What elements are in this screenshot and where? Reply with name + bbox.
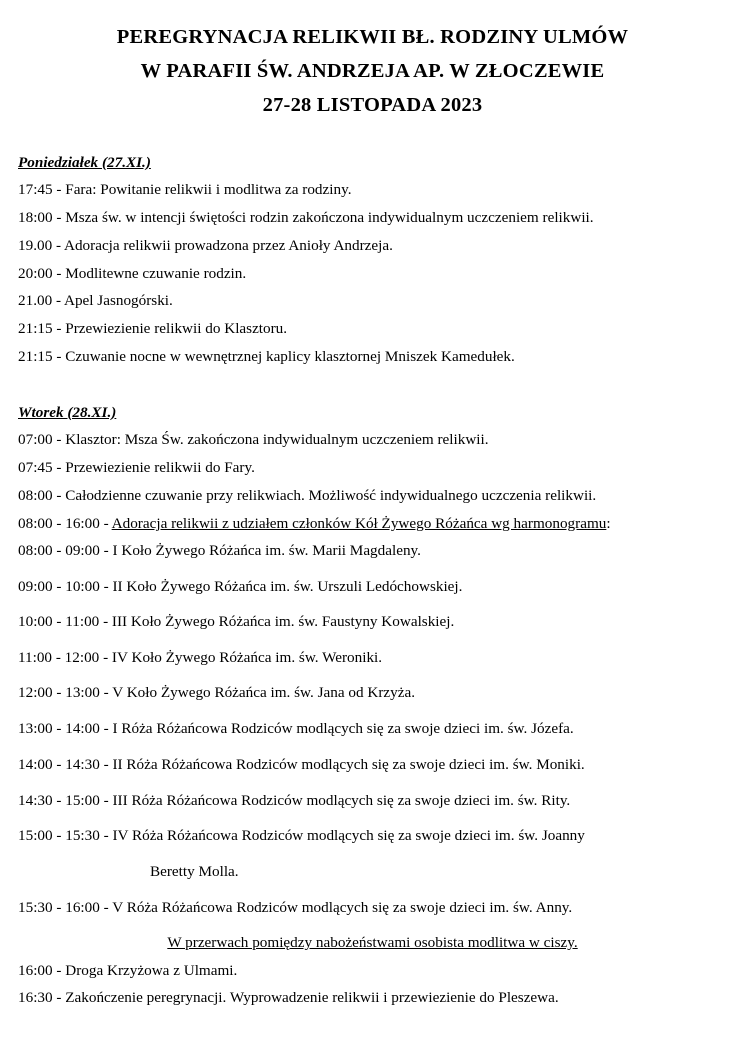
- schedule-line: 10:00 - 11:00 - III Koło Żywego Różańca im. św. Faustyny Kowalskiej.: [18, 613, 455, 630]
- title-line-1: PEREGRYNACJA RELIKWII BŁ. RODZINY ULMÓW: [116, 26, 629, 48]
- schedule-line: 19.00 - Adoracja relikwii prowadzona przez Anioły Andrzeja.: [18, 237, 393, 254]
- title-line-2: W PARAFII ŚW. ANDRZEJA AP. W ZŁOCZEWIE: [140, 60, 605, 82]
- schedule-line: 14:30 - 15:00 - III Róża Różańcowa Rodziców modlących się za swoje dzieci im. św. Rity.: [18, 792, 571, 809]
- schedule-line: 09:00 - 10:00 - II Koło Żywego Różańca im. św. Urszuli Ledóchowskiej.: [18, 578, 463, 595]
- adoration-time: 08:00 - 16:00 -: [18, 515, 112, 532]
- adoration-text: Adoracja relikwii z udziałem członków Kół Żywego Różańca wg harmonogramu: [111, 515, 607, 532]
- adoration-line: [18, 515, 611, 533]
- schedule-line: 15:30 - 16:00 - V Róża Różańcowa Rodziców modlących się za swoje dzieci im. św. Anny.: [18, 899, 573, 916]
- schedule-line: 17:45 - Fara: Powitanie relikwii i modlitwa za rodziny.: [18, 181, 352, 198]
- schedule-line: 07:45 - Przewiezienie relikwii do Fary.: [18, 459, 255, 476]
- schedule-line: 14:00 - 14:30 - II Róża Różańcowa Rodziców modlących się za swoje dzieci im. św. Moniki.: [18, 756, 585, 773]
- schedule-line: 18:00 - Msza św. w intencji świętości rodzin zakończona indywidualnym uczczeniem relikwii.: [18, 209, 594, 226]
- schedule-line: 12:00 - 13:00 - V Koło Żywego Różańca im. św. Jana od Krzyża.: [18, 684, 416, 701]
- monday-header: Poniedziałek (27.XI.): [18, 154, 151, 171]
- schedule-line: 07:00 - Klasztor: Msza Św. zakończona indywidualnym uczczeniem relikwii.: [18, 431, 489, 448]
- schedule-line: 20:00 - Modlitewne czuwanie rodzin.: [18, 265, 247, 282]
- schedule-line: 08:00 - 09:00 - I Koło Żywego Różańca im. św. Marii Magdaleny.: [18, 542, 421, 559]
- schedule-line: 21.00 - Apel Jasnogórski.: [18, 292, 173, 309]
- break-note: [0, 934, 745, 952]
- schedule-line: 21:15 - Czuwanie nocne w wewnętrznej kaplicy klasztornej Mniszek Kamedułek.: [18, 348, 515, 365]
- schedule-line: 16:30 - Zakończenie peregrynacji. Wyprowadzenie relikwii i przewiezienie do Pleszewa.: [18, 989, 559, 1006]
- break-note-text: W przerwach pomiędzy nabożeństwami osobista modlitwa w ciszy.: [167, 934, 578, 951]
- schedule-line: 21:15 - Przewiezienie relikwii do Klasztoru.: [18, 320, 288, 337]
- schedule-line: 13:00 - 14:00 - I Róża Różańcowa Rodziców modlących się za swoje dzieci im. św. Józefa.: [18, 720, 574, 737]
- schedule-line: 15:00 - 15:30 - IV Róża Różańcowa Rodziców modlących się za swoje dzieci im. św. Joanny: [18, 827, 585, 844]
- tuesday-header: Wtorek (28.XI.): [18, 404, 117, 421]
- schedule-line: 16:00 - Droga Krzyżowa z Ulmami.: [18, 962, 238, 979]
- schedule-line: 11:00 - 12:00 - IV Koło Żywego Różańca im. św. Weroniki.: [18, 649, 383, 666]
- adoration-colon: :: [606, 515, 611, 532]
- schedule-line-continuation: Beretty Molla.: [150, 863, 239, 880]
- schedule-line: 08:00 - Całodzienne czuwanie przy relikwiach. Możliwość indywidualnego uczczenia relikwii.: [18, 487, 597, 504]
- title-line-3: 27-28 LISTOPADA 2023: [262, 94, 483, 116]
